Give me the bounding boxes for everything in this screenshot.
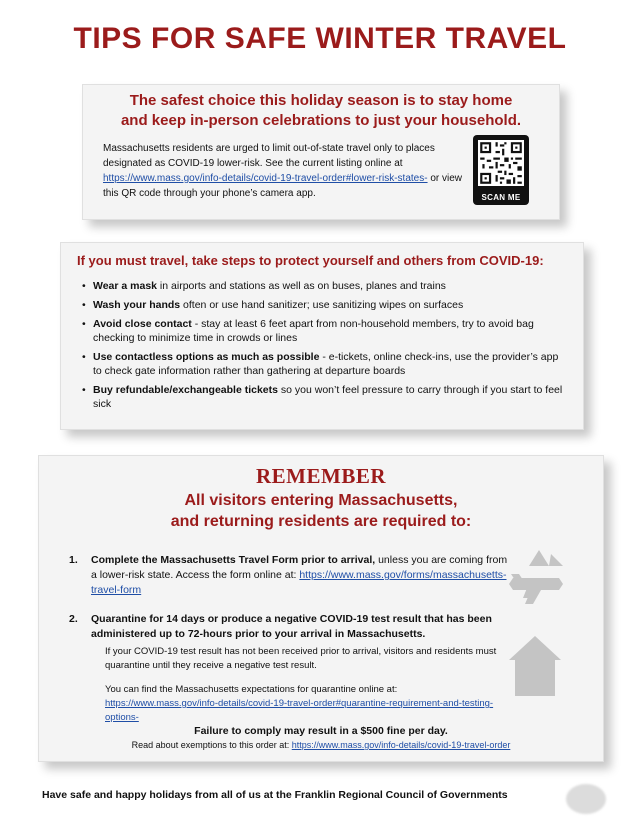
qr-code-badge[interactable] — [473, 135, 529, 205]
scan-me-label: SCAN ME — [481, 193, 521, 202]
remember-subheading — [39, 490, 603, 532]
tip-text: often or use hand sanitizer; use sanitizing wipes on surfaces — [180, 299, 464, 311]
tip-text: - stay at least 6 feet apart from non-household members, try to avoid bag checking to minimize time in crowds or lines — [93, 318, 534, 344]
remember-card — [38, 455, 604, 762]
tip-text: - e-tickets, online check-ins, use the provider’s app to check gate information rather than gathering at departure boards — [93, 351, 559, 377]
remember-heading: REMEMBER — [256, 464, 386, 488]
quarantine-requirement-link[interactable]: https://www.mass.gov/info-details/covid-19-travel-order#quarantine-requirement-and-testing-options- — [105, 698, 494, 723]
airplane-icon — [509, 548, 565, 606]
stay-home-heading — [83, 91, 559, 131]
stay-home-card — [82, 84, 560, 220]
requirements-list — [69, 553, 509, 725]
exemptions-link[interactable]: https://www.mass.gov/info-details/covid-19-travel-order — [291, 740, 511, 750]
page-title: TIPS FOR SAFE WINTER TRAVEL — [73, 22, 567, 55]
requirement-bold: Complete the Massachusetts Travel Form prior to arrival, — [91, 554, 376, 566]
tip-bold: Buy refundable/exchangeable tickets — [93, 384, 278, 396]
exemptions-text: Read about exemptions to this order at: — [131, 740, 292, 750]
travel-tips-card — [60, 242, 584, 430]
footer-message: Have safe and happy holidays from all of us at the Franklin Regional Council of Governments — [42, 789, 508, 801]
requirement-item — [69, 553, 509, 598]
stay-home-heading-line2: and keep in-person celebrations to just your household. — [120, 112, 522, 129]
lower-risk-states-link[interactable]: https://www.mass.gov/info-details/covid-19-travel-order#lower-risk-states- — [103, 173, 428, 184]
stay-home-heading-line1: The safest choice this holiday season is to stay home — [129, 92, 513, 109]
requirement-bold: Quarantine for 14 days or produce a negative COVID-19 test result that has been administered up to 72-hours prior to your arrival in Massachusetts. — [91, 613, 492, 640]
quarantine-expectations-text: You can find the Massachusetts expectations for quarantine online at: — [105, 684, 398, 695]
travel-tips-heading: If you must travel, take steps to protect yourself and others from COVID-19: — [77, 253, 544, 268]
stay-home-body-start: Massachusetts residents are urged to limit out-of-state travel only to places designated as COVID-19 lower-risk. See the current listing online at — [103, 143, 435, 169]
fine-warning: Failure to comply may result in a $500 fine per day. — [194, 725, 448, 737]
remember-sub-line1: All visitors entering Massachusetts, — [184, 492, 458, 509]
tip-text: in airports and stations as well as on buses, planes and trains — [157, 280, 446, 292]
qr-code-icon — [478, 140, 524, 186]
tip-bold: Wash your hands — [93, 299, 181, 311]
requirement-number: 2. — [69, 613, 78, 625]
stay-home-body-end: or view this QR code through your phone’s camera app. — [103, 173, 463, 199]
tip-bold: Use contactless options as much as possible — [93, 351, 320, 363]
list-item: • Use contactless options as much as possible - e-tickets, online check-ins, use the provider’s app to check gate information rather than gathering at departure boards — [82, 351, 559, 377]
list-item: • Wear a mask in airports and stations as well as on buses, planes and trains — [82, 280, 446, 292]
list-item: • Avoid close contact - stay at least 6 feet apart from non-household members, try to avoid bag checking to minimize time in crowds or lines — [82, 318, 534, 344]
tip-bold: Avoid close contact — [93, 318, 192, 330]
exemptions-note — [39, 740, 603, 750]
requirement-number: 1. — [69, 554, 78, 566]
decorative-shape — [566, 784, 606, 814]
quarantine-paragraph: If your COVID-19 test result has not been received prior to arrival, visitors and residents must quarantine until they receive a negative test result. — [105, 646, 497, 671]
stay-home-body — [103, 141, 463, 201]
list-item: • Wash your hands often or use hand sanitizer; use sanitizing wipes on surfaces — [82, 299, 464, 311]
travel-form-link[interactable]: https://www.mass.gov/forms/massachusetts-travel-form — [91, 569, 507, 596]
remember-sub-line2: and returning residents are required to: — [170, 513, 472, 530]
house-icon — [509, 636, 561, 696]
tip-bold: Wear a mask — [93, 280, 158, 292]
requirement-item — [69, 612, 509, 725]
travel-tips-list — [79, 279, 569, 416]
requirement-text: unless you are coming from a lower-risk state. Access the form online at: — [91, 554, 508, 581]
list-item: • Buy refundable/exchangeable tickets so you won’t feel pressure to carry through if you start to feel sick — [82, 384, 563, 410]
quarantine-expectations-paragraph — [105, 683, 509, 725]
tip-text: so you won’t feel pressure to carry through if you start to feel sick — [93, 384, 563, 410]
